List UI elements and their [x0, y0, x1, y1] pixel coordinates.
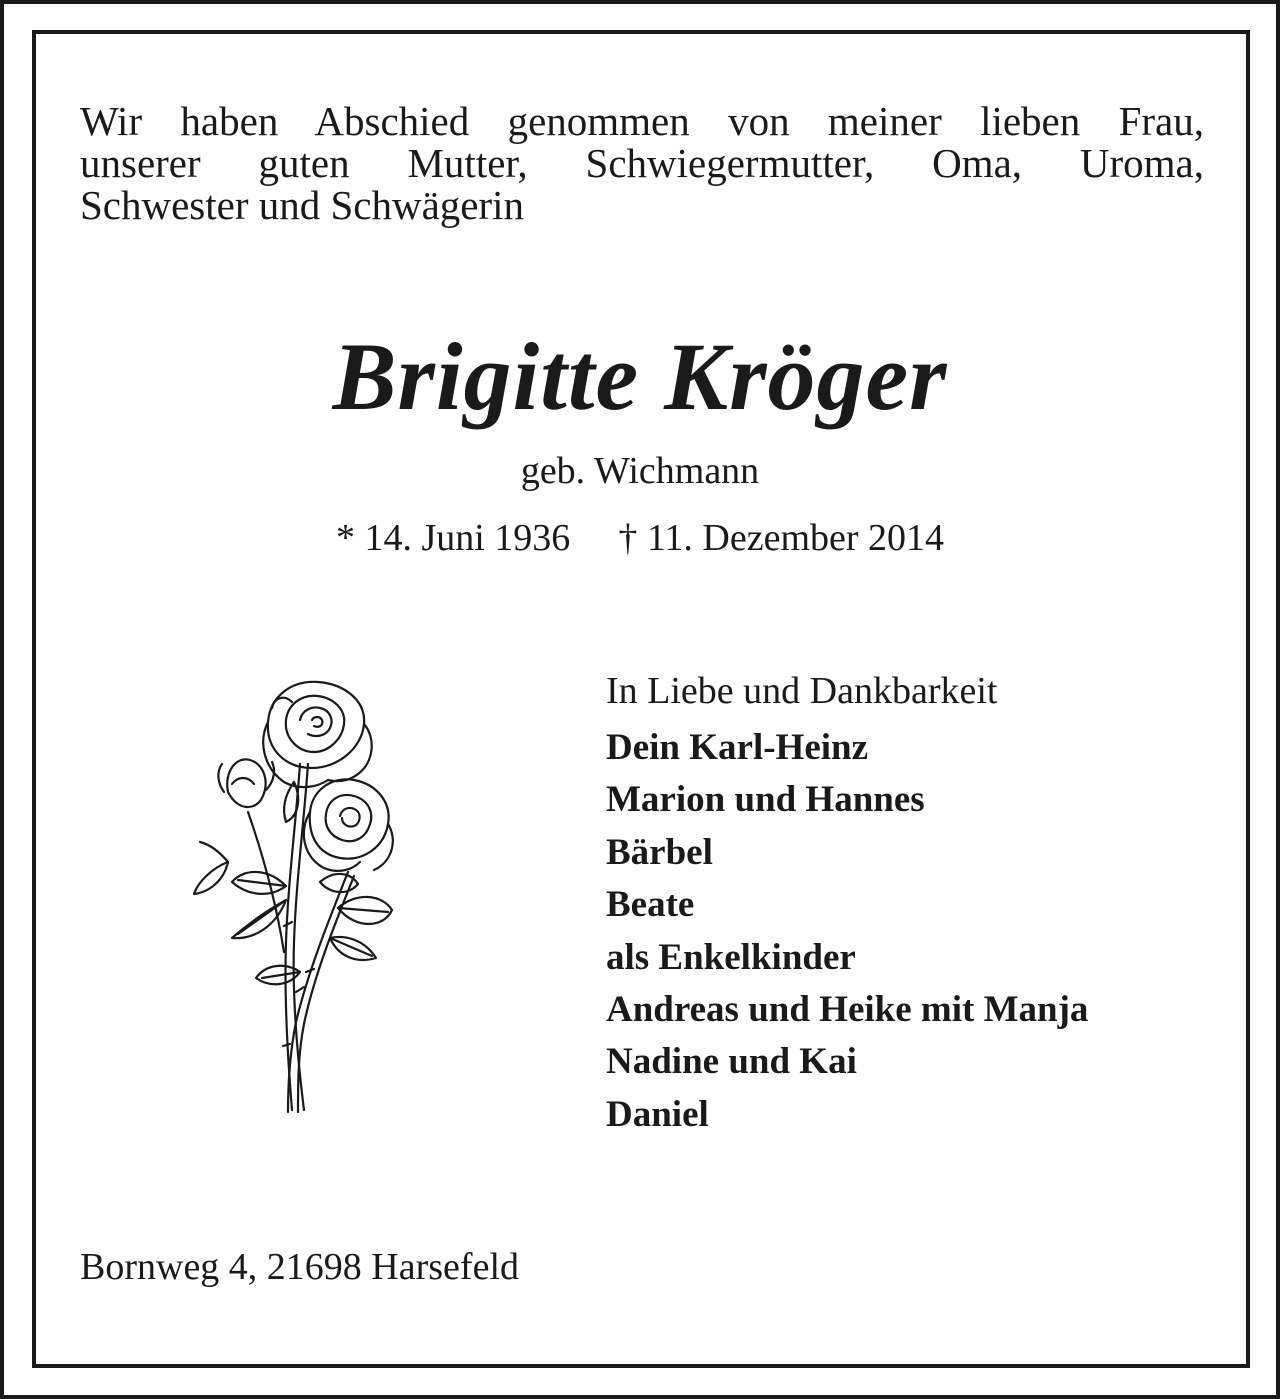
life-dates — [0, 515, 1280, 561]
mourner-name: Daniel — [606, 1093, 709, 1135]
address: Bornweg 4, 21698 Harsefeld — [80, 1246, 520, 1288]
mourners-lead: In Liebe und Dankbarkeit — [606, 670, 998, 712]
birth-date: * 14. Juni 1936 — [335, 517, 571, 559]
mourner-name: Marion und Hannes — [606, 779, 925, 821]
deceased-name: Brigitte Kröger — [332, 323, 948, 430]
mourner-name: Bärbel — [606, 831, 713, 873]
death-date: † 11. Dezember 2014 — [618, 517, 945, 559]
intro-text — [80, 100, 1204, 226]
intro-line-3: Schwester und Schwägerin — [80, 182, 525, 228]
mourner-name: Andreas und Heike mit Manja — [606, 989, 1089, 1031]
mourners-list — [606, 722, 1226, 1141]
mourner-name: als Enkelkinder — [606, 936, 856, 978]
rose-drawing-icon — [188, 672, 408, 1122]
intro-line-2: unserer guten Mutter, Schwiegermutter, Oma, Uroma, — [80, 140, 1204, 186]
mourners-block — [606, 668, 1226, 1141]
mourner-name: Beate — [606, 884, 695, 926]
maiden-name: geb. Wichmann — [520, 450, 760, 492]
mourner-name: Dein Karl-Heinz — [606, 727, 869, 768]
mourner-name: Nadine und Kai — [606, 1041, 857, 1083]
intro-line-1: Wir haben Abschied genommen von meiner lieben Frau, — [80, 98, 1204, 144]
